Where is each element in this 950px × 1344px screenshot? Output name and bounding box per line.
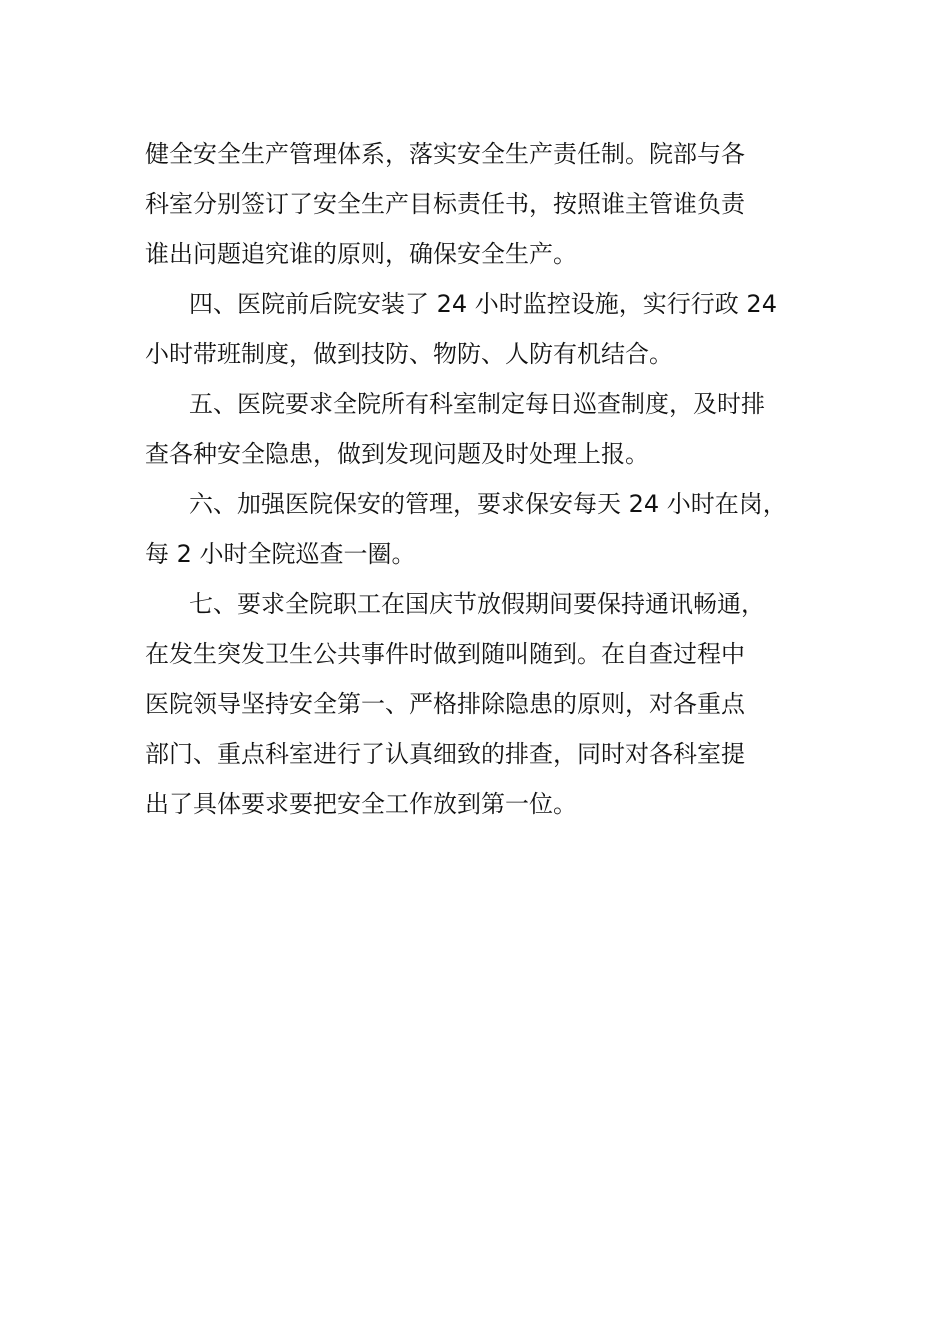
paragraph-first-line: 四、医院前后院安装了 24 小时监控设施，实行行政 24 (189, 290, 777, 318)
paragraph-line: 查各种安全隐患，做到发现问题及时处理上报。 (145, 440, 649, 468)
paragraph-line: 小时带班制度，做到技防、物防、人防有机结合。 (145, 340, 673, 368)
paragraph-line: 每 2 小时全院巡查一圈。 (145, 540, 416, 568)
paragraph-holiday-communication (145, 579, 825, 829)
paragraph-line: 科室分别签订了安全生产目标责任书，按照谁主管谁负责 (145, 190, 745, 218)
paragraph-first-line: 六、加强医院保安的管理，要求保安每天 24 小时在岗， (189, 490, 787, 518)
document-body (145, 129, 825, 829)
paragraph-line: 部门、重点科室进行了认真细致的排查，同时对各科室提 (145, 740, 745, 768)
paragraph-line: 出了具体要求要把安全工作放到第一位。 (145, 790, 577, 818)
paragraph-line: 健全安全生产管理体系，落实安全生产责任制。院部与各 (145, 140, 745, 168)
paragraph-line: 医院领导坚持安全第一、严格排除隐患的原则，对各重点 (145, 690, 745, 718)
paragraph-safety-system (145, 129, 825, 279)
paragraph-daily-inspection (145, 379, 825, 479)
paragraph-monitoring (145, 279, 825, 379)
paragraph-line: 在发生突发卫生公共事件时做到随叫随到。在自查过程中 (145, 640, 745, 668)
paragraph-security-guards (145, 479, 825, 579)
paragraph-line: 谁出问题追究谁的原则，确保安全生产。 (145, 240, 577, 268)
paragraph-first-line: 七、要求全院职工在国庆节放假期间要保持通讯畅通， (189, 590, 765, 618)
paragraph-first-line: 五、医院要求全院所有科室制定每日巡查制度，及时排 (189, 390, 765, 418)
